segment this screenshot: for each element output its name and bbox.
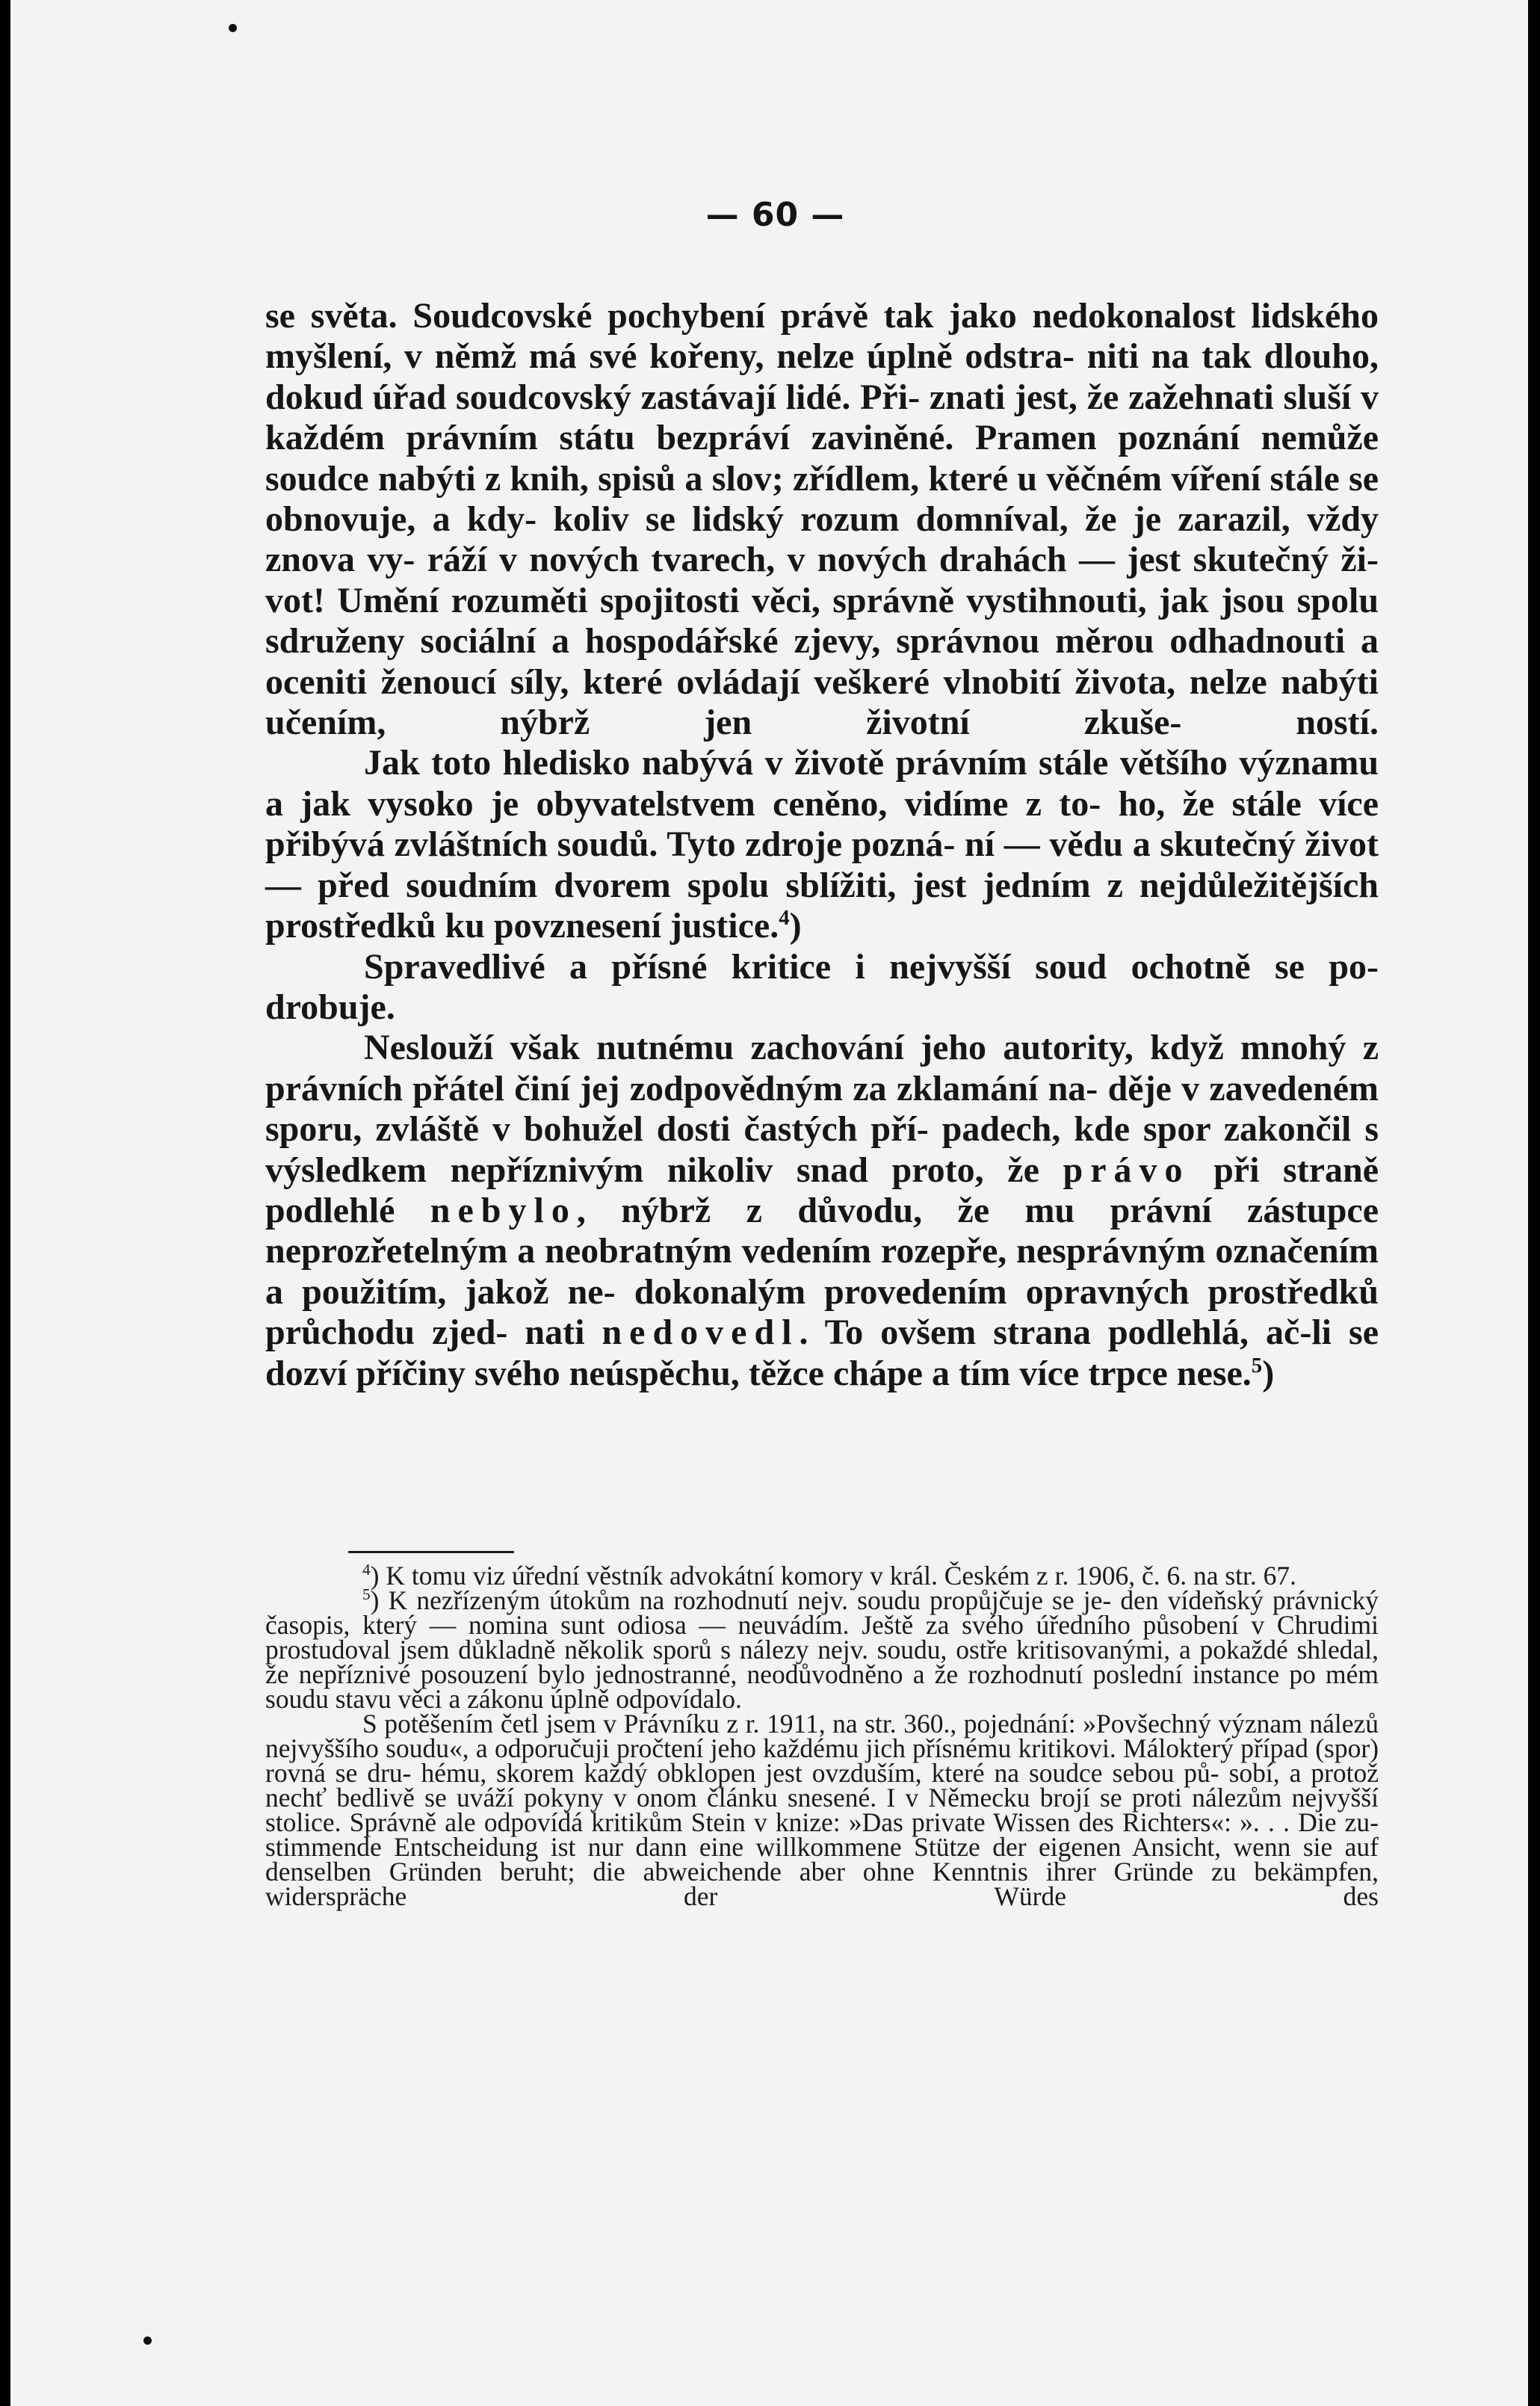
emphasis-nebylo: nebylo bbox=[430, 1190, 577, 1230]
footnote-ref-4: 4 bbox=[779, 906, 790, 931]
footnote-marker-5: 5 bbox=[362, 1585, 371, 1604]
ink-speck-bottom bbox=[143, 2336, 152, 2345]
scan-edge bbox=[1528, 0, 1540, 2406]
book-page bbox=[10, 0, 1540, 2406]
footnote-marker-4: 4 bbox=[362, 1561, 371, 1579]
emphasis-nedovedl: nedovedl bbox=[602, 1312, 800, 1353]
footnote-5-continuation: S potěšením četl jsem v Právníku z r. 1911, na str. 360., pojednání: »Povšechný význam nálezů nejvyššího soudu«, a odporučuji pročtení jeho každému jich přísnému kritikovi. Málokterý případ (spor) rovná se dru- hému, skorem každý obklopen jest ovzduším, které na soudce sebou pů- sobí, a protož nechť bedlivě se uváží pokyny v onom článku snesené. I v Německu brojí se proti nálezům nejvyšší stolice. Správně ale odpovídá kritikům Stein v knize: »Das private Wissen des Richters«: ». . . Die zu- stimmende Entscheidung ist nur dann eine willkommene Stütze der eigenen Ansicht, wenn sie auf denselben Gründen beruht; die abweichende aber ohne Kenntnis ihrer Gründe zu bekämpfen, widerspräche der Würde des bbox=[265, 1709, 1379, 1911]
paragraph-3: Spravedlivé a přísné kritice i nejvyšší soud ochotně se po- drobuje. bbox=[265, 946, 1379, 1027]
footnote-rule bbox=[348, 1551, 514, 1553]
paragraph-4: Neslouží však nutnému zachování jeho autority, když mnohý z právních přátel činí jej zodpovědným za zklamání na- děje v zavedeném sporu, zvláště v bohužel dosti častých pří- padech, kde spor zakončil s výsledkem nepříznivým nikoliv snad proto, že právo při straně podlehlé nebylo, nýbrž z důvodu, že mu právní zástupce neprozřetelným a neobratným vedením rozepře, nesprávným označením a použitím, jakož ne- dokonalým provedením opravných prostředků průchodu zjed- nati nedovedl. To ovšem strana podlehlá, ač-li se dozví příčiny svého neúspěchu, těžce chápe a tím více trpce nese.$^5$) bbox=[265, 1028, 1379, 1393]
footnote-4: $^4$) K tomu viz úřední věstník advokátní komory v král. Českém z r. 1906, č. 6. na str. 67. bbox=[362, 1561, 1296, 1591]
paragraph-2: Jak toto hledisko nabývá v životě právním stále většího významu a jak vysoko je obyvatelstvem ceněno, vidíme z to- ho, že stále více přibývá zvláštních soudů. Tyto zdroje pozná- ní — vědu a skutečný život — před soudním dvorem spolu sblížiti, jest jedním z nejdůležitějších prostředků ku povznesení justice.$^4$) bbox=[265, 743, 1379, 946]
main-text bbox=[265, 296, 1379, 1394]
page-number: — 60 — bbox=[705, 196, 845, 234]
footnotes bbox=[265, 1561, 1379, 1911]
ink-speck-top bbox=[229, 24, 237, 32]
paragraph-1: se světa. Soudcovské pochybení právě tak jako nedokonalost lidského myšlení, v němž má své kořeny, nelze úplně odstra- niti na tak dlouho, dokud úřad soudcovský zastávají lidé. Při- znati jest, že zažehnati sluší v každém právním státu bezpráví zaviněné. Pramen poznání nemůže soudce nabýti z knih, spisů a slov; zřídlem, které u věčném víření stále se obnovuje, a kdy- koliv se lidský rozum domníval, že je zarazil, vždy znova vy- ráží v nových tvarech, v nových drahách — jest skutečný ži- vot! Umění rozuměti spojitosti věci, správně vystihnouti, jak jsou spolu sdruženy sociální a hospodářské zjevy, správnou měrou odhadnouti a oceniti ženoucí síly, které ovládají veškeré vlnobití života, nelze nabýti učením, nýbrž jen životní zkuše- ností. bbox=[265, 296, 1379, 743]
emphasis-pravo: právo bbox=[1063, 1150, 1190, 1190]
footnote-ref-5: 5 bbox=[1251, 1353, 1263, 1378]
footnote-5: $^5$) K nezřízeným útokům na rozhodnutí nejv. soudu propůjčuje se je- den vídeňský právnický časopis, který — nomina sunt odiosa — neuvádím. Ještě za svého úředního působení v Chrudimi prostudoval jsem důkladně několik sporů s nálezy nejv. soudu, ostře kritisovanými, a pokaždé shledal, že nepříznivé posouzení bylo jednostranné, neodůvodněno a že rozhodnutí poslední instance po mém soudu stavu věci a zákonu úplně odpovídalo. bbox=[265, 1585, 1379, 1714]
